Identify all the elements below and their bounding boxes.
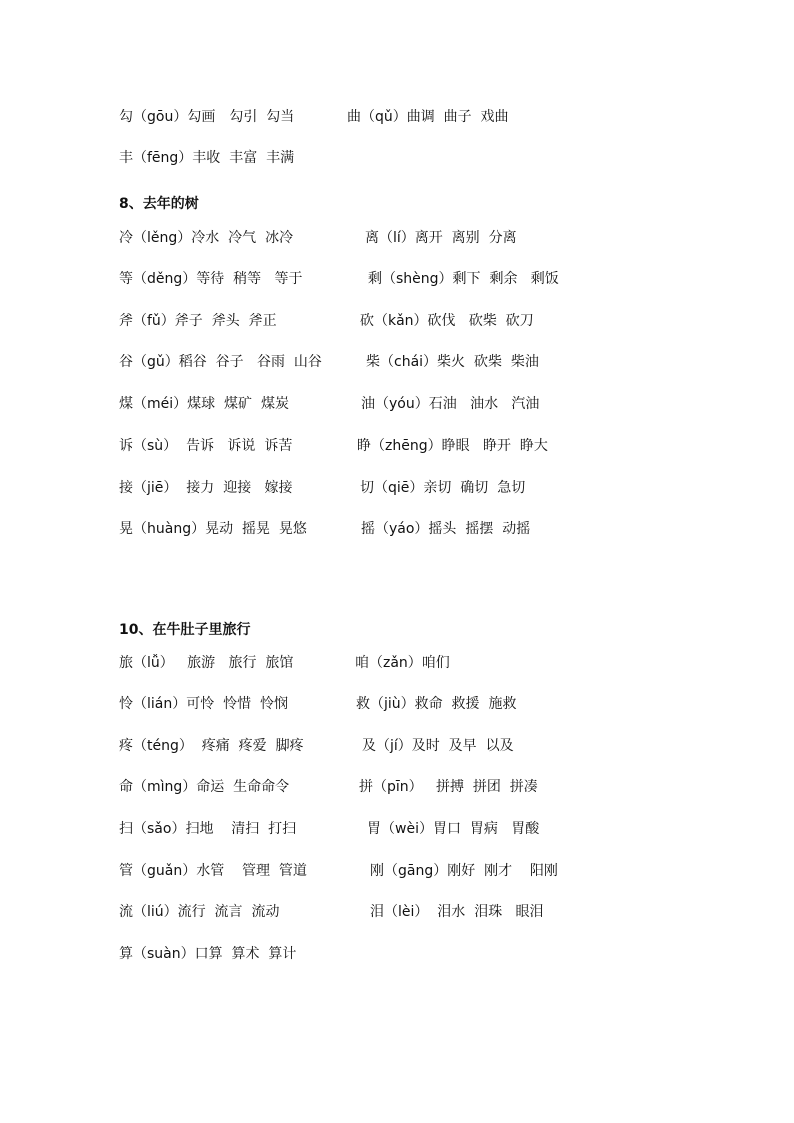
vocab-row <box>0 352 794 374</box>
vocab-row <box>0 478 794 500</box>
vocab-entry-right: 救（jiù）救命 救援 施救 <box>356 696 517 712</box>
vocab-entry-left: 晃（huàng）晃动 摇晃 晃悠 <box>119 521 307 537</box>
vocab-entry-left: 斧（fǔ）斧子 斧头 斧正 <box>119 313 277 329</box>
vocab-row <box>0 819 794 841</box>
vocab-entry-left: 丰（fēng）丰收 丰富 丰满 <box>119 150 295 166</box>
vocab-entry-right: 离（lí）离开 离别 分离 <box>365 230 517 246</box>
vocab-entry-right: 咱（zǎn）咱们 <box>355 655 450 671</box>
vocab-entry-right: 柴（chái）柴火 砍柴 柴油 <box>366 354 539 370</box>
vocab-entry-left: 怜（lián）可怜 怜惜 怜悯 <box>119 696 289 712</box>
vocab-entry-left: 接（jiē） 接力 迎接 嫁接 <box>119 480 293 496</box>
vocab-row <box>0 694 794 716</box>
vocab-row <box>0 394 794 416</box>
vocab-row <box>0 777 794 799</box>
vocab-entry-left: 命（mìng）命运 生命命令 <box>119 779 290 795</box>
vocab-entry-left: 煤（méi）煤球 煤矿 煤炭 <box>119 396 289 412</box>
vocab-entry-right: 油（yóu）石油 油水 汽油 <box>361 396 540 412</box>
vocab-entry-right: 泪（lèi） 泪水 泪珠 眼泪 <box>370 904 544 920</box>
vocab-entry-right: 曲（qǔ）曲调 曲子 戏曲 <box>347 109 509 125</box>
vocab-entry-right: 砍（kǎn）砍伐 砍柴 砍刀 <box>360 313 534 329</box>
vocab-entry-left: 冷（lěng）冷水 冷气 冰冷 <box>119 230 294 246</box>
vocab-row <box>0 436 794 458</box>
vocab-entry-right: 拼（pīn） 拼搏 拼团 拼凑 <box>359 779 538 795</box>
vocab-row <box>0 269 794 291</box>
lesson-heading: 8、去年的树 <box>119 196 199 212</box>
vocab-row <box>0 519 794 541</box>
vocab-entry-left: 勾（gōu）勾画 勾引 勾当 <box>119 109 295 125</box>
vocab-entry-left: 旅（lǚ） 旅游 旅行 旅馆 <box>119 655 294 671</box>
vocab-row <box>0 311 794 333</box>
vocab-row <box>0 944 794 966</box>
vocab-entry-left: 等（děng）等待 稍等 等于 <box>119 271 303 287</box>
vocab-entry-right: 及（jí）及时 及早 以及 <box>362 738 514 754</box>
vocab-entry-left: 诉（sù） 告诉 诉说 诉苦 <box>119 438 293 454</box>
vocab-entry-right: 刚（gāng）刚好 刚才 阳刚 <box>370 863 558 879</box>
vocab-entry-left: 扫（sǎo）扫地 清扫 打扫 <box>119 821 297 837</box>
vocab-entry-right: 切（qiē）亲切 确切 急切 <box>360 480 526 496</box>
vocab-entry-right: 胃（wèi）胃口 胃病 胃酸 <box>367 821 540 837</box>
vocab-entry-left: 疼（téng） 疼痛 疼爱 脚疼 <box>119 738 304 754</box>
vocab-entry-left: 流（liú）流行 流言 流动 <box>119 904 280 920</box>
lesson-heading: 10、在牛肚子里旅行 <box>119 622 251 638</box>
vocab-row <box>0 107 794 129</box>
vocab-entry-right: 摇（yáo）摇头 摇摆 动摇 <box>361 521 531 537</box>
vocab-entry-right: 剩（shèng）剩下 剩余 剩饭 <box>368 271 559 287</box>
vocab-row <box>0 861 794 883</box>
vocab-row <box>0 902 794 924</box>
vocab-row <box>0 148 794 170</box>
vocab-row <box>0 653 794 675</box>
vocab-entry-left: 算（suàn）口算 算术 算计 <box>119 946 297 962</box>
vocab-entry-left: 谷（gǔ）稻谷 谷子 谷雨 山谷 <box>119 354 322 370</box>
vocab-entry-right: 睁（zhēng）睁眼 睁开 睁大 <box>357 438 548 454</box>
vocab-row <box>0 228 794 250</box>
vocab-row <box>0 736 794 758</box>
vocab-entry-left: 管（guǎn）水管 管理 管道 <box>119 863 307 879</box>
